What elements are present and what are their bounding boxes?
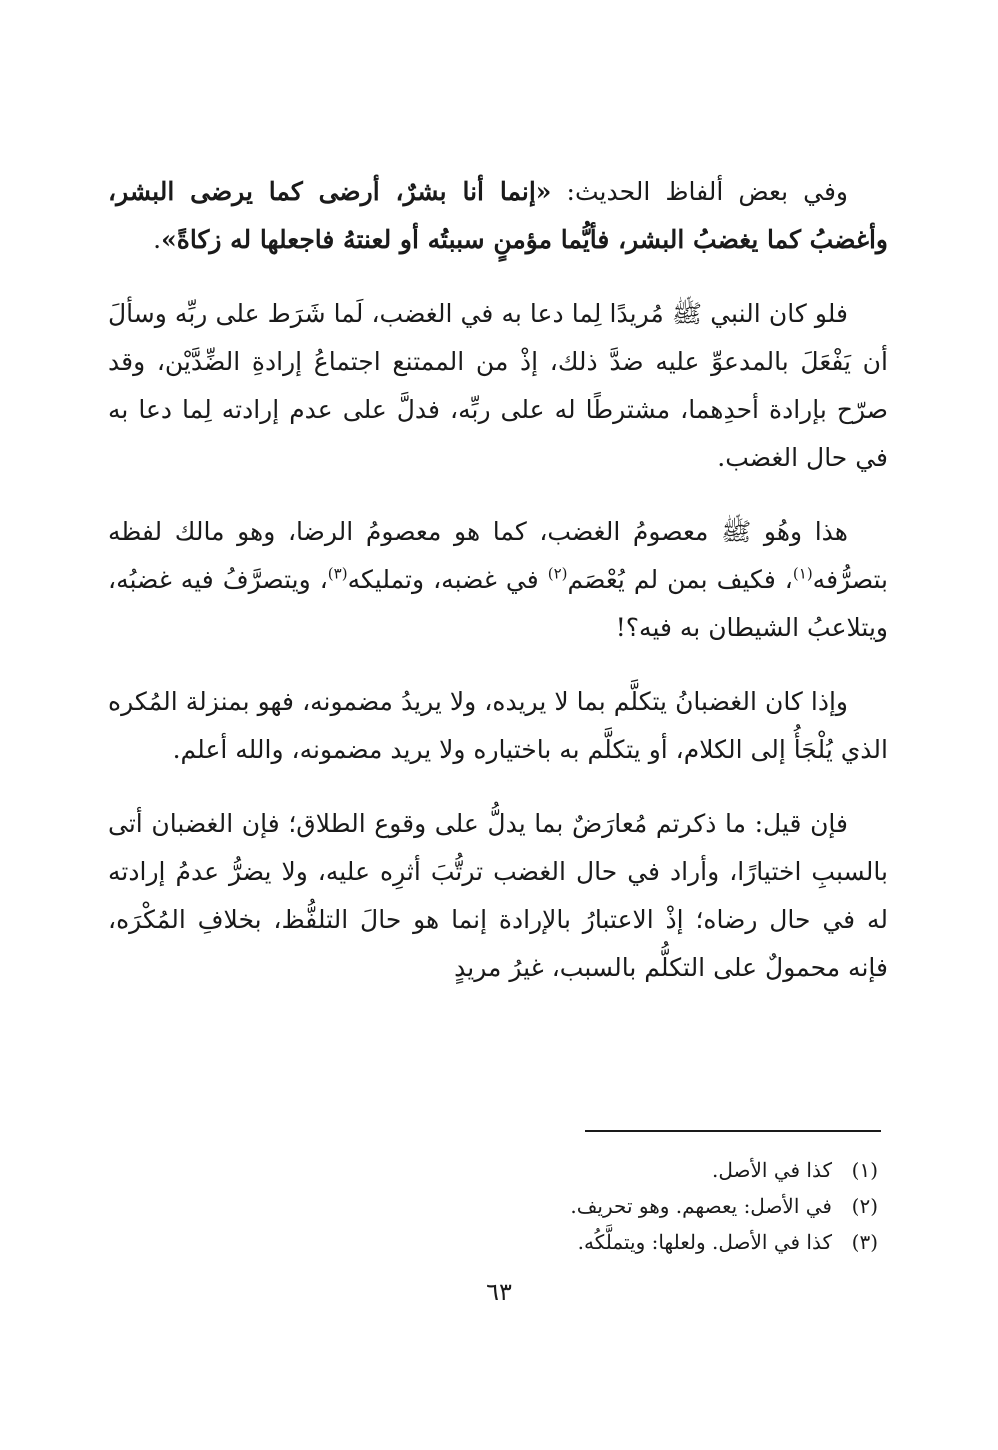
footnote-ref-3[interactable]: (٣) — [327, 564, 348, 583]
paragraph-3 — [108, 508, 888, 652]
paragraph-5: فإن قيل: ما ذكرتم مُعارَضٌ بما يدلُّ على وقوع الطلاق؛ فإن الغضبان أتى بالسببِ اختيارًا، وأراد في حال الغضب ترتُّبَ أثرِه عليه، ولا يضرُّ عدمُ إرادته له في حال رضاه؛ إذْ الاعتبارُ بالإرادة إنما هو حالَ التلفُّظ، بخلافِ المُكْرَه، فإنه محمولٌ على التكلُّم بالسبب، غيرُ مريدٍ — [108, 809, 888, 982]
footnote-text: كذا في الأصل. ولعلها: ويتملَّكُه. — [577, 1230, 832, 1254]
footnote-number: (٢) — [851, 1194, 878, 1218]
paragraph-2: فلو كان النبي ﷺ مُريدًا لِما دعا به في الغضب، لَما شَرَط على ربِّه وسألَ أن يَفْعَلَ بالمدعوِّ عليه ضدَّ ذلك، إذْ من الممتنع اجتماعُ إرادةِ الضِّدَّيْن، وقد صرّح بإرادة أحدِهما، مشترطًا له على ربِّه، فدلَّ على عدم إرادته لِما دعا به في حال الغضب. — [108, 299, 888, 472]
footnote-2 — [108, 1188, 878, 1224]
footnote-number: (٣) — [851, 1230, 878, 1254]
footnote-divider — [585, 1130, 881, 1132]
footnote-ref-1[interactable]: (١) — [792, 564, 813, 583]
paragraph-hadith — [108, 168, 888, 264]
paragraph-4: وإذا كان الغضبانُ يتكلَّم بما لا يريده، ولا يريدُ مضمونه، فهو بمنزلة المُكره الذي يُلْجَأُ إلى الكلام، أو يتكلَّم به باختياره ولا يريد مضمونه، والله أعلم. — [108, 687, 888, 764]
paragraph-3-part4: ، ويتصرَّفُ فيه غضبُه، ويتلاعبُ الشيطان به فيه؟! — [108, 565, 888, 642]
paragraph-3-part3: في غضبه، وتمليكه — [347, 565, 548, 594]
page-number: ٦٣ — [486, 1278, 512, 1306]
footnote-number: (١) — [851, 1158, 878, 1182]
footnote-text: في الأصل: يعصهم. وهو تحريف. — [570, 1194, 832, 1218]
footnote-3 — [108, 1224, 878, 1260]
paragraph-3-part2: ، فكيف بمن لم يُعْصَم — [567, 565, 793, 594]
hadith-quote: «إنما أنا بشرٌ، أرضى كما يرضى البشر، وأغضبُ كما يغضبُ البشر، فأيُّما مؤمنٍ سببتُه أو لعنتهُ فاجعلها له زكاةً» — [108, 177, 888, 254]
page-body — [108, 168, 888, 1018]
paragraph-end: . — [153, 225, 162, 254]
footnote-text: كذا في الأصل. — [712, 1158, 832, 1182]
footnote-ref-2[interactable]: (٢) — [547, 564, 568, 583]
footnote-1 — [108, 1152, 878, 1188]
paragraph-intro: وفي بعض ألفاظ الحديث: — [551, 177, 848, 206]
footnotes — [108, 1152, 878, 1260]
paragraph-3-part1: هذا وهُو ﷺ معصومُ الغضب، كما هو معصومُ الرضا، وهو مالك لفظه بتصرُّفه — [108, 517, 889, 594]
